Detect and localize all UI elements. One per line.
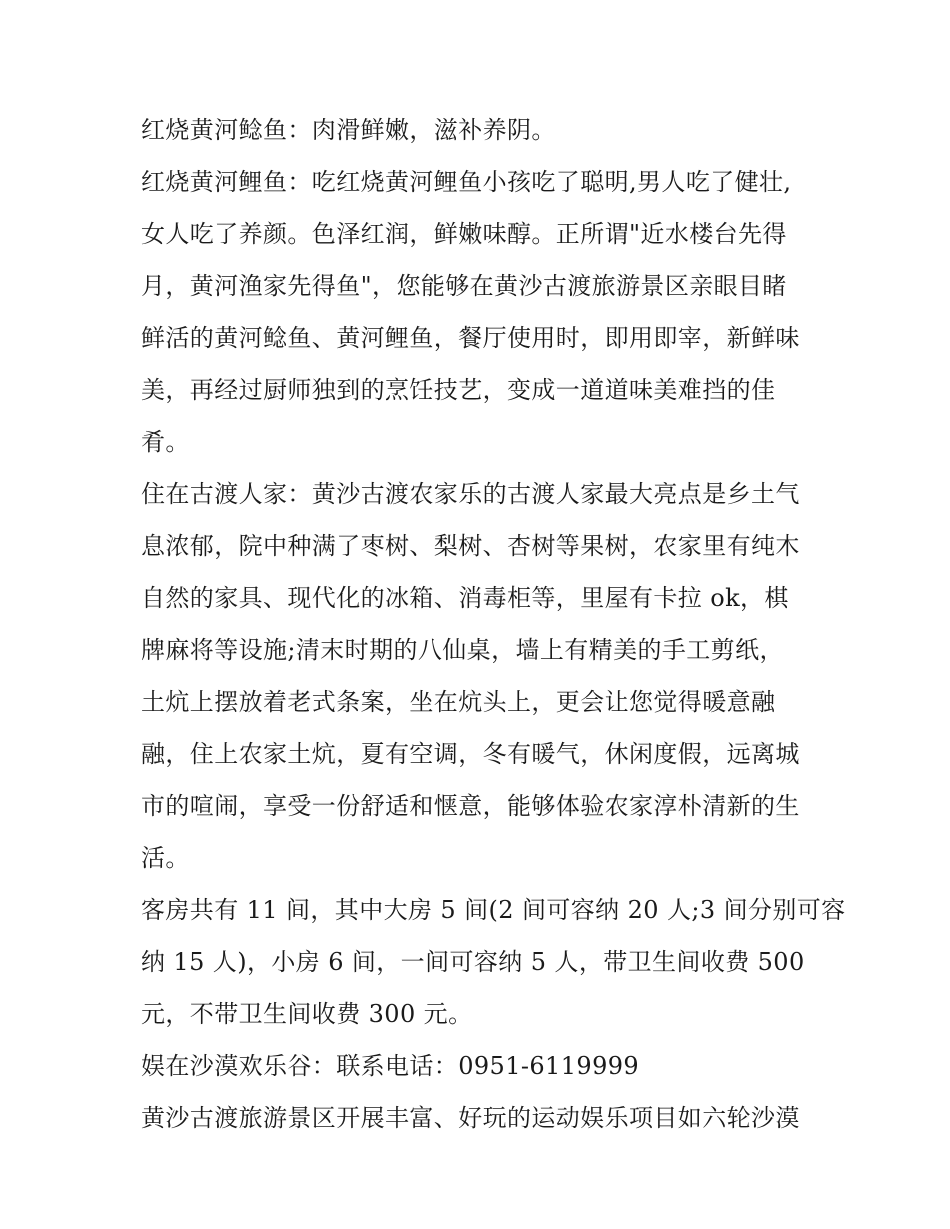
text-line: 客房共有 11 间，其中大房 5 间(2 间可容纳 20 人;3 间分别可容 (141, 896, 846, 924)
text-line: 月，黄河渔家先得鱼"，您能够在黄沙古渡旅游景区亲眼目睹 (141, 272, 787, 300)
text-line: 自然的家具、现代化的冰箱、消毒柜等，里屋有卡拉 ok，棋 (141, 584, 789, 612)
text-line: 息浓郁，院中种满了枣树、梨树、杏树等果树，农家里有纯木 (141, 532, 800, 560)
text-line: 女人吃了养颜。色泽红润，鲜嫩味醇。正所谓"近水楼台先得 (141, 220, 787, 248)
document-body (141, 104, 846, 1144)
text-line: 纳 15 人)，小房 6 间，一间可容纳 5 人，带卫生间收费 500 (141, 948, 805, 976)
text-line: 娱在沙漠欢乐谷：联系电话：0951-6119999 (141, 1052, 640, 1080)
text-line: 土炕上摆放着老式条案，坐在炕头上，更会让您觉得暖意融 (141, 688, 776, 716)
text-line: 市的喧闹，享受一份舒适和惬意，能够体验农家淳朴清新的生 (141, 792, 800, 820)
text-line: 红烧黄河鲤鱼：吃红烧黄河鲤鱼小孩吃了聪明,男人吃了健壮, (141, 168, 792, 196)
text-line: 鲜活的黄河鲶鱼、黄河鲤鱼，餐厅使用时，即用即宰，新鲜味 (141, 324, 800, 352)
text-line: 元，不带卫生间收费 300 元。 (141, 1000, 473, 1028)
text-line: 肴。 (141, 428, 190, 456)
text-line: 活。 (141, 844, 190, 872)
text-line: 黄沙古渡旅游景区开展丰富、好玩的运动娱乐项目如六轮沙漠 (141, 1104, 800, 1132)
text-line: 美，再经过厨师独到的烹饪技艺，变成一道道味美难挡的佳 (141, 376, 776, 404)
text-line: 红烧黄河鲶鱼：肉滑鲜嫩，滋补养阴。 (141, 116, 556, 144)
text-line: 住在古渡人家：黄沙古渡农家乐的古渡人家最大亮点是乡土气 (141, 480, 800, 508)
text-line: 牌麻将等设施;清末时期的八仙桌，墙上有精美的手工剪纸， (141, 636, 784, 664)
text-line: 融，住上农家土炕，夏有空调，冬有暖气，休闲度假，远离城 (141, 740, 800, 768)
